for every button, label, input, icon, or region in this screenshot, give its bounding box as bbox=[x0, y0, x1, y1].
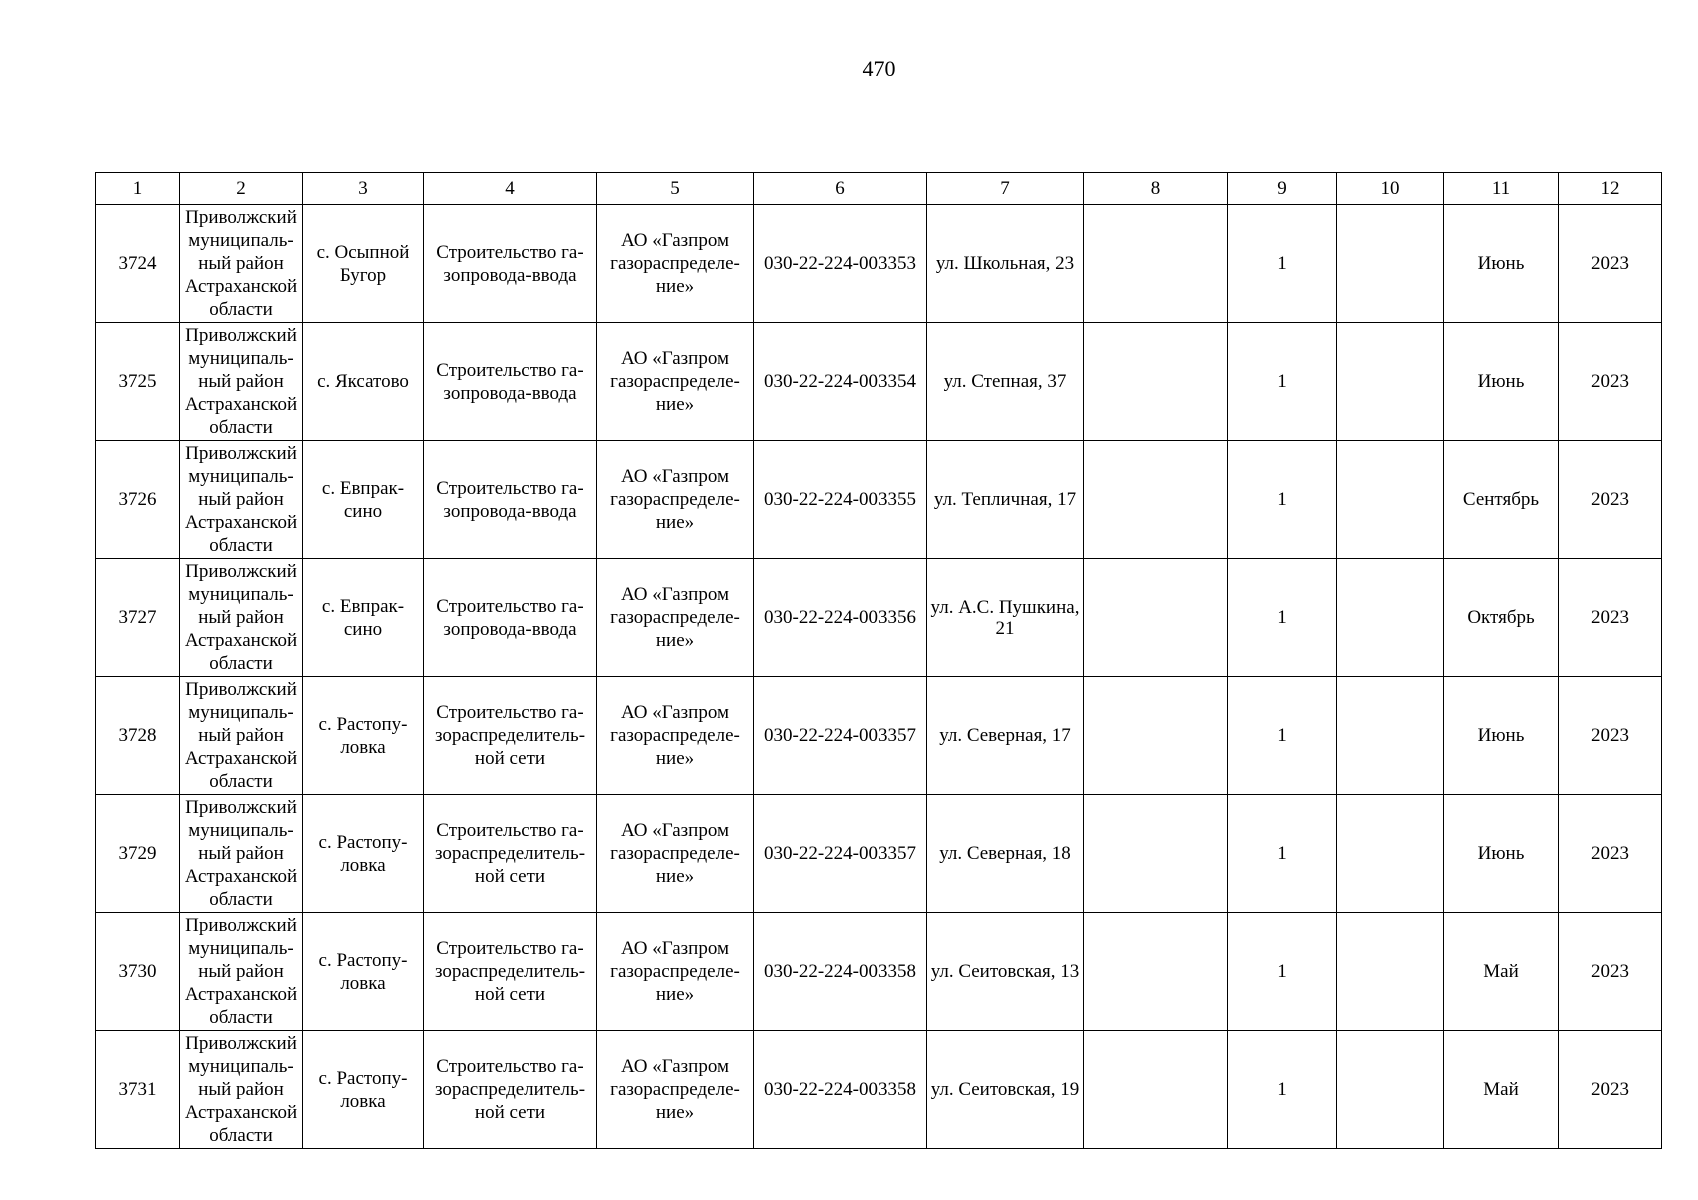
header-cell: 9 bbox=[1228, 173, 1337, 205]
code-cell: 030-22-224-003354 bbox=[754, 323, 927, 441]
row-number: 3725 bbox=[96, 323, 180, 441]
col8-cell bbox=[1084, 441, 1228, 559]
org-cell: АО «Газпром газораспределе-ние» bbox=[597, 205, 754, 323]
address-cell: ул. Северная, 17 bbox=[927, 677, 1084, 795]
table-row bbox=[96, 205, 1662, 323]
col10-cell bbox=[1337, 677, 1444, 795]
header-cell: 11 bbox=[1444, 173, 1559, 205]
village-cell: с. Растопу-ловка bbox=[303, 1031, 424, 1149]
year-cell: 2023 bbox=[1559, 441, 1662, 559]
row-number: 3731 bbox=[96, 1031, 180, 1149]
village-cell: с. Растопу-ловка bbox=[303, 913, 424, 1031]
work-cell: Строительство га-зопровода-ввода bbox=[424, 205, 597, 323]
work-cell: Строительство га-зопровода-ввода bbox=[424, 323, 597, 441]
village-cell: с. Яксатово bbox=[303, 323, 424, 441]
table-row bbox=[96, 1031, 1662, 1149]
page-number: 470 bbox=[862, 56, 896, 81]
address-cell: ул. Сеитовская, 13 bbox=[927, 913, 1084, 1031]
year-cell: 2023 bbox=[1559, 559, 1662, 677]
table-row bbox=[96, 677, 1662, 795]
col10-cell bbox=[1337, 559, 1444, 677]
month-cell: Июнь bbox=[1444, 323, 1559, 441]
work-cell: Строительство га-зораспределитель-ной сети bbox=[424, 795, 597, 913]
col10-cell bbox=[1337, 441, 1444, 559]
org-cell: АО «Газпром газораспределе-ние» bbox=[597, 323, 754, 441]
district-cell: Приволжский муниципаль-ный район Астраханской области bbox=[180, 441, 303, 559]
year-cell: 2023 bbox=[1559, 677, 1662, 795]
org-cell: АО «Газпром газораспределе-ние» bbox=[597, 795, 754, 913]
month-cell: Сентябрь bbox=[1444, 441, 1559, 559]
address-cell: ул. Тепличная, 17 bbox=[927, 441, 1084, 559]
district-cell: Приволжский муниципаль-ный район Астраханской области bbox=[180, 205, 303, 323]
village-cell: с. Растопу-ловка bbox=[303, 677, 424, 795]
col8-cell bbox=[1084, 559, 1228, 677]
col9-cell: 1 bbox=[1228, 1031, 1337, 1149]
year-cell: 2023 bbox=[1559, 795, 1662, 913]
org-cell: АО «Газпром газораспределе-ние» bbox=[597, 913, 754, 1031]
work-cell: Строительство га-зораспределитель-ной сети bbox=[424, 677, 597, 795]
address-cell: ул. Сеитовская, 19 bbox=[927, 1031, 1084, 1149]
org-cell: АО «Газпром газораспределе-ние» bbox=[597, 677, 754, 795]
col9-cell: 1 bbox=[1228, 441, 1337, 559]
code-cell: 030-22-224-003353 bbox=[754, 205, 927, 323]
village-cell: с. Евпрак-сино bbox=[303, 441, 424, 559]
year-cell: 2023 bbox=[1559, 913, 1662, 1031]
row-number: 3729 bbox=[96, 795, 180, 913]
address-cell: ул. А.С. Пушкина, 21 bbox=[927, 559, 1084, 677]
month-cell: Июнь bbox=[1444, 677, 1559, 795]
header-cell: 2 bbox=[180, 173, 303, 205]
header-cell: 6 bbox=[754, 173, 927, 205]
header-cell: 8 bbox=[1084, 173, 1228, 205]
table-row bbox=[96, 795, 1662, 913]
district-cell: Приволжский муниципаль-ный район Астраханской области bbox=[180, 913, 303, 1031]
col10-cell bbox=[1337, 795, 1444, 913]
work-cell: Строительство га-зопровода-ввода bbox=[424, 559, 597, 677]
year-cell: 2023 bbox=[1559, 205, 1662, 323]
col8-cell bbox=[1084, 1031, 1228, 1149]
code-cell: 030-22-224-003357 bbox=[754, 677, 927, 795]
org-cell: АО «Газпром газораспределе-ние» bbox=[597, 1031, 754, 1149]
header-cell: 5 bbox=[597, 173, 754, 205]
district-cell: Приволжский муниципаль-ный район Астраханской области bbox=[180, 1031, 303, 1149]
address-cell: ул. Школьная, 23 bbox=[927, 205, 1084, 323]
code-cell: 030-22-224-003357 bbox=[754, 795, 927, 913]
col8-cell bbox=[1084, 795, 1228, 913]
work-cell: Строительство га-зопровода-ввода bbox=[424, 441, 597, 559]
col9-cell: 1 bbox=[1228, 559, 1337, 677]
month-cell: Октябрь bbox=[1444, 559, 1559, 677]
row-number: 3728 bbox=[96, 677, 180, 795]
district-cell: Приволжский муниципаль-ный район Астраханской области bbox=[180, 323, 303, 441]
year-cell: 2023 bbox=[1559, 1031, 1662, 1149]
code-cell: 030-22-224-003356 bbox=[754, 559, 927, 677]
row-number: 3724 bbox=[96, 205, 180, 323]
code-cell: 030-22-224-003358 bbox=[754, 1031, 927, 1149]
col10-cell bbox=[1337, 205, 1444, 323]
address-cell: ул. Северная, 18 bbox=[927, 795, 1084, 913]
work-cell: Строительство га-зораспределитель-ной сети bbox=[424, 913, 597, 1031]
col8-cell bbox=[1084, 677, 1228, 795]
col10-cell bbox=[1337, 1031, 1444, 1149]
header-cell: 7 bbox=[927, 173, 1084, 205]
col10-cell bbox=[1337, 913, 1444, 1031]
code-cell: 030-22-224-003355 bbox=[754, 441, 927, 559]
village-cell: с. Растопу-ловка bbox=[303, 795, 424, 913]
header-cell: 4 bbox=[424, 173, 597, 205]
col9-cell: 1 bbox=[1228, 677, 1337, 795]
col8-cell bbox=[1084, 323, 1228, 441]
row-number: 3726 bbox=[96, 441, 180, 559]
header-cell: 12 bbox=[1559, 173, 1662, 205]
table-row bbox=[96, 441, 1662, 559]
header-cell: 1 bbox=[96, 173, 180, 205]
col8-cell bbox=[1084, 913, 1228, 1031]
month-cell: Май bbox=[1444, 913, 1559, 1031]
table-row bbox=[96, 559, 1662, 677]
row-number: 3727 bbox=[96, 559, 180, 677]
village-cell: с. Евпрак-сино bbox=[303, 559, 424, 677]
month-cell: Июнь bbox=[1444, 795, 1559, 913]
col9-cell: 1 bbox=[1228, 913, 1337, 1031]
col10-cell bbox=[1337, 323, 1444, 441]
village-cell: с. Осыпной Бугор bbox=[303, 205, 424, 323]
table-row bbox=[96, 323, 1662, 441]
code-cell: 030-22-224-003358 bbox=[754, 913, 927, 1031]
district-cell: Приволжский муниципаль-ный район Астраханской области bbox=[180, 559, 303, 677]
work-cell: Строительство га-зораспределитель-ной сети bbox=[424, 1031, 597, 1149]
row-number: 3730 bbox=[96, 913, 180, 1031]
data-table bbox=[95, 172, 1662, 1149]
header-cell: 10 bbox=[1337, 173, 1444, 205]
org-cell: АО «Газпром газораспределе-ние» bbox=[597, 559, 754, 677]
address-cell: ул. Степная, 37 bbox=[927, 323, 1084, 441]
header-row bbox=[96, 173, 1662, 205]
col9-cell: 1 bbox=[1228, 795, 1337, 913]
header-cell: 3 bbox=[303, 173, 424, 205]
month-cell: Май bbox=[1444, 1031, 1559, 1149]
col8-cell bbox=[1084, 205, 1228, 323]
district-cell: Приволжский муниципаль-ный район Астраханской области bbox=[180, 677, 303, 795]
table-row bbox=[96, 913, 1662, 1031]
district-cell: Приволжский муниципаль-ный район Астраханской области bbox=[180, 795, 303, 913]
org-cell: АО «Газпром газораспределе-ние» bbox=[597, 441, 754, 559]
month-cell: Июнь bbox=[1444, 205, 1559, 323]
col9-cell: 1 bbox=[1228, 323, 1337, 441]
year-cell: 2023 bbox=[1559, 323, 1662, 441]
col9-cell: 1 bbox=[1228, 205, 1337, 323]
